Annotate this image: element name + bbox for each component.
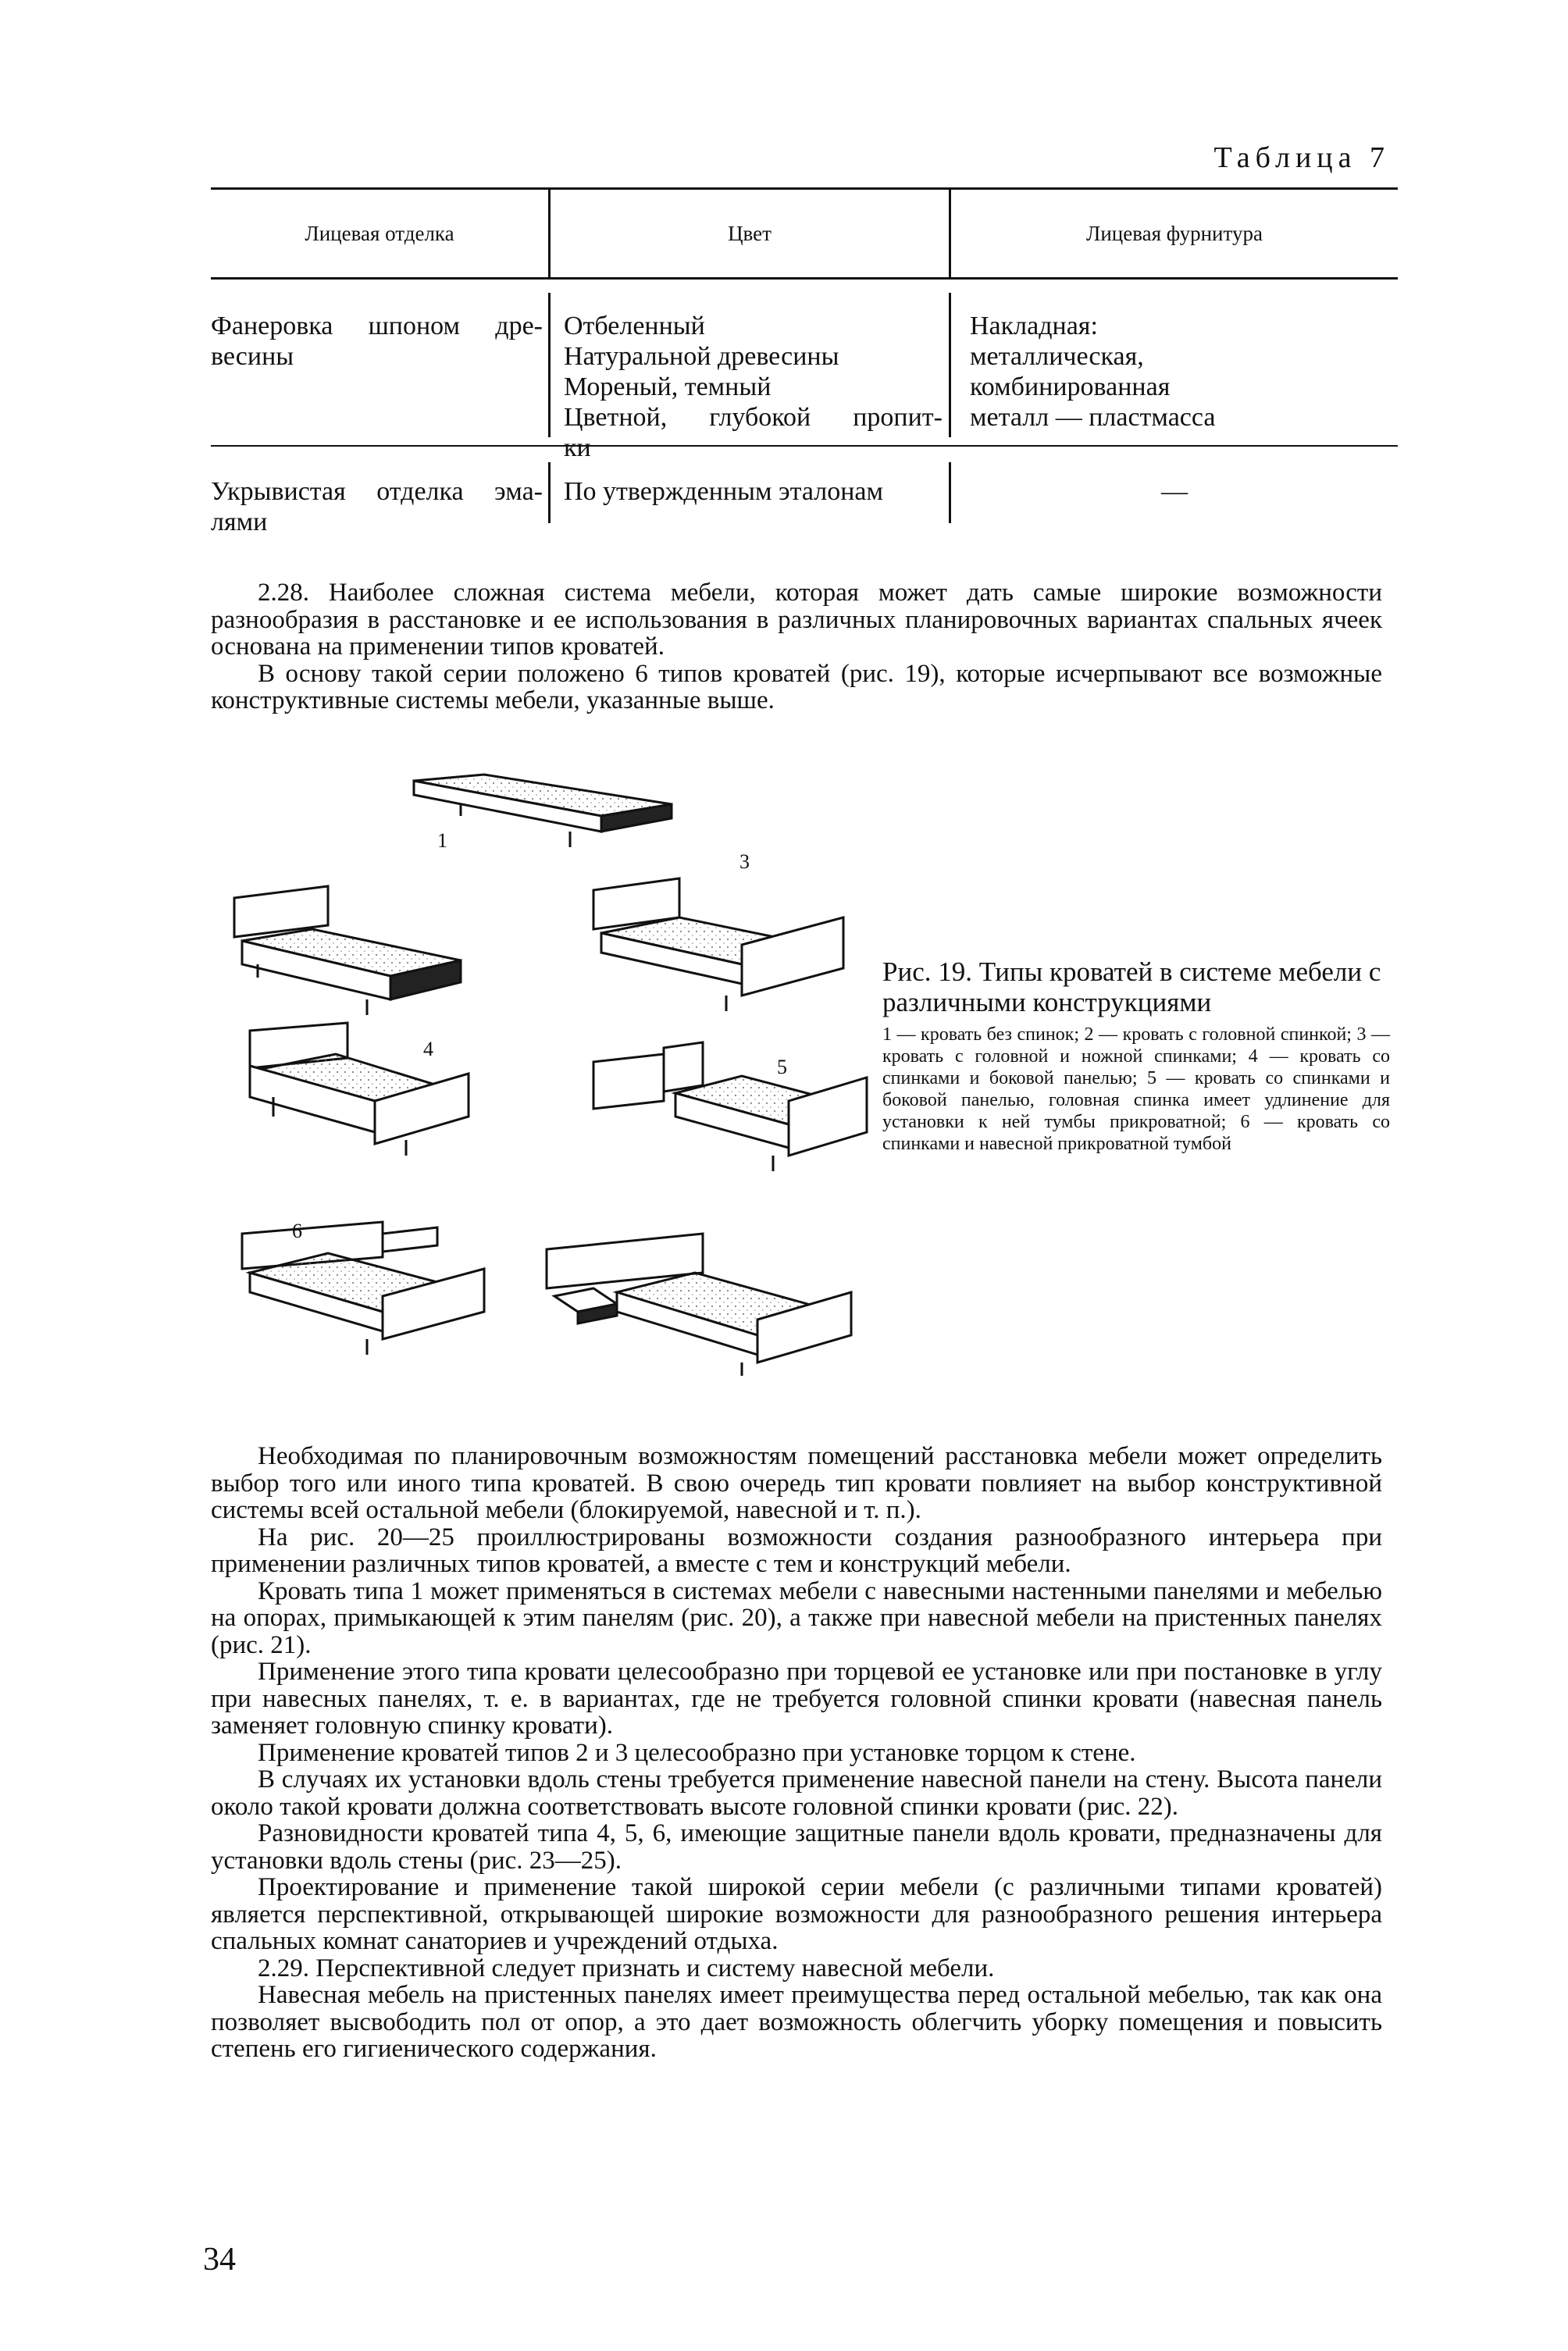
main-text	[211, 1443, 1382, 2063]
intro-text	[211, 579, 1382, 714]
cell-line: весины	[211, 342, 294, 371]
cell-line: лями	[211, 508, 268, 536]
cell-line: Мореный, темный	[564, 372, 772, 401]
paragraph: Применение этого типа кровати целесообразно при торцевой ее установке или при постановке в углу при навесных панелях, т. е. в вариантах, где не требуется головной спинки кровати (навесная панель заменяет головную спинку кровати).	[211, 1658, 1382, 1740]
paragraph: 2.29. Перспективной следует признать и систему навесной мебели.	[258, 1954, 995, 1982]
table-cell-hardware	[951, 476, 1398, 507]
finish-table	[211, 187, 1398, 547]
cell-line: металл — пластмасса	[970, 403, 1216, 432]
cell-line: Укрывистая отделка эма-	[211, 477, 543, 506]
bed-type-3-illustration	[593, 878, 843, 1011]
table-top-rule	[211, 187, 1398, 190]
paragraph: Проектирование и применение такой широкой серии мебели (с различными типами кроватей) является перспективной, открывающей широкие возможности для разнообразного решения интерьера спальных комнат санаториев и учреждений отдыха.	[211, 1873, 1382, 1955]
figure-label: 4	[423, 1038, 433, 1060]
figure-caption	[882, 956, 1390, 1155]
paragraph: Разновидности кроватей типа 4, 5, 6, имеющие защитные панели вдоль кровати, предназначены для установки вдоль стены (рис. 23—25).	[211, 1819, 1382, 1875]
bed-type-4-illustration	[250, 1023, 469, 1156]
cell-line: Цветной, глубокой пропит-	[564, 403, 943, 432]
cell-line: ки	[564, 433, 591, 462]
table-cell-color	[564, 311, 943, 463]
cell-line: Натуральной древесины	[564, 342, 839, 371]
table-header-finish: Лицевая отделка	[305, 222, 454, 245]
caption-title: Рис. 19. Типы кроватей в системе мебели с различными конструкциями	[882, 956, 1381, 1017]
paragraph: Кровать типа 1 может применяться в системах мебели с навесными настенными панелями и мебелью на опорах, примыкающей к этим панелям (рис. 20), а также при навесной мебели на пристенных панелях (рис. 21).	[211, 1576, 1382, 1659]
paragraph: В основу такой серии положено 6 типов кроватей (рис. 19), которые исчерпывают все возможные конструктивные системы мебели, указанные выше.	[211, 659, 1382, 714]
table-header-hardware: Лицевая фурнитура	[1086, 222, 1263, 245]
page-number: 34	[203, 2242, 236, 2278]
paragraph: В случаях их установки вдоль стены требуется применение навесной панели на стену. Высота панели около такой кровати должна соответствовать высоте головной спинки кровати (рис. 22).	[211, 1765, 1382, 1821]
table-cell-color	[564, 476, 943, 507]
figure-label: 3	[739, 850, 750, 873]
bed-type-6a-illustration	[242, 1222, 484, 1355]
paragraph: Применение кроватей типов 2 и 3 целесообразно при установке торцом к стене.	[258, 1738, 1136, 1767]
cell-line: —	[1161, 477, 1188, 506]
table-header-rule	[211, 277, 1398, 280]
table-cell-finish	[211, 476, 543, 537]
table-col-divider	[548, 462, 551, 523]
paragraph: На рис. 20—25 проиллюстрированы возможности создания разнообразного интерьера при применении различных типов кроватей, а вместе с тем и конструкций мебели.	[211, 1523, 1382, 1578]
cell-line: металлическая,	[970, 342, 1144, 371]
figure-label: 6	[292, 1220, 302, 1242]
table-caption: Таблица 7	[1213, 141, 1390, 174]
caption-legend: 1 — кровать без спинок; 2 — кровать с головной спинкой; 3 — кровать с головной и ножной спинками; 4 — кровать со спинками и боковой панелью; 5 — кровать со спинками и боковой панелью, головная спинка имеет удлинение для установки к ней тумбы прикроватной; 6 — кровать со спинками и навесной прикроватной тумбой	[882, 1024, 1390, 1154]
bed-type-2-illustration	[234, 886, 461, 1015]
table-header-color: Цвет	[728, 222, 772, 245]
table-col-divider	[949, 293, 951, 437]
table-col-divider	[548, 293, 551, 437]
table-cell-finish	[211, 311, 543, 372]
paragraph: 2.28. Наиболее сложная система мебели, которая может дать самые широкие возможности разнообразия в расстановке и ее использования в различных планировочных вариантах спальных ячеек основана на применении типов кроватей.	[211, 579, 1382, 661]
cell-line: Отбеленный	[564, 312, 705, 340]
cell-line: Фанеровка шпоном дре-	[211, 312, 543, 340]
figure-label: 5	[777, 1056, 787, 1078]
bed-type-1-illustration	[414, 775, 672, 847]
cell-line: По утвержденным эталонам	[564, 477, 884, 506]
cell-line: Накладная:	[970, 312, 1098, 340]
bed-type-5-illustration	[593, 1042, 867, 1171]
bed-type-6b-illustration	[547, 1234, 851, 1376]
table-cell-hardware	[970, 311, 1392, 433]
cell-line: комбинированная	[970, 372, 1171, 401]
figure-label: 1	[437, 829, 447, 852]
paragraph: Необходимая по планировочным возможностям помещений расстановка мебели может определить выбор того или иного типа кроватей. В свою очередь тип кровати повлияет на выбор конструктивной системы всей остальной мебели (блокируемой, навесной и т. п.).	[211, 1442, 1382, 1524]
bed-types-figure	[226, 773, 875, 1390]
paragraph: Навесная мебель на пристенных панелях имеет преимущества перед остальной мебелью, так как она позволяет высвободить пол от опор, а это дает возможность облегчить уборку помещения и повысить степень его гигиенического содержания.	[211, 1981, 1382, 2063]
